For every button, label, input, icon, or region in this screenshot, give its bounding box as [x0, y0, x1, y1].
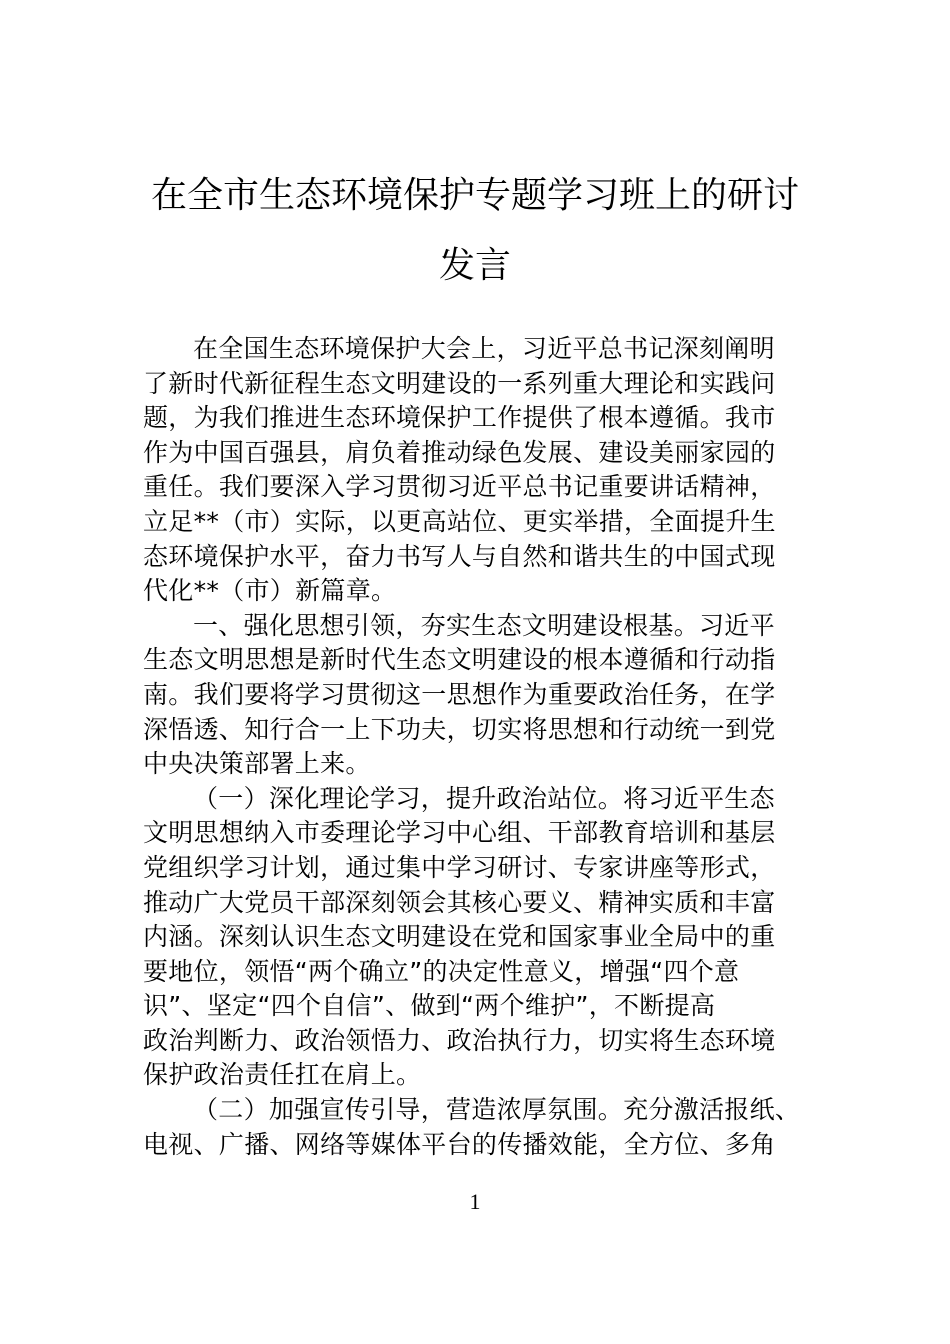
section-heading-line: 一、强化思想引领，夯实生态文明建设根基。习近平 [193, 610, 775, 640]
body-line: 了新时代新征程生态文明建设的一系列重大理论和实践问 [143, 368, 776, 398]
body-line: 电视、广播、网络等媒体平台的传播效能，全方位、多角 [143, 1129, 776, 1159]
page-number: 1 [469, 1189, 481, 1214]
body-line: 态环境保护水平，奋力书写人与自然和谐共生的中国式现 [143, 541, 776, 571]
subsection-heading-line: （二）加强宣传引导，营造浓厚氛围。充分激活报纸、 [193, 1095, 801, 1125]
body-line: 推动广大党员干部深刻领会其核心要义、精神实质和丰富 [143, 887, 776, 917]
body-line: 作为中国百强县，肩负着推动绿色发展、建设美丽家园的 [143, 437, 776, 467]
body-line: 要地位，领悟“两个确立”的决定性意义，增强“四个意 [143, 956, 740, 986]
body-line: 南。我们要将学习贯彻这一思想作为重要政治任务，在学 [143, 679, 776, 709]
body-line: 重任。我们要深入学习贯彻习近平总书记重要讲话精神， [143, 472, 776, 502]
body-line: 内涵。深刻认识生态文明建设在党和国家事业全局中的重 [143, 922, 776, 952]
body-line: 政治判断力、政治领悟力、政治执行力，切实将生态环境 [143, 1025, 776, 1055]
body-line: 党组织学习计划，通过集中学习研讨、专家讲座等形式， [143, 852, 776, 882]
document-title-line-1: 在全市生态环境保护专题学习班上的研讨 [150, 175, 799, 216]
body-line: 中央决策部署上来。 [143, 749, 371, 779]
document-body [143, 332, 823, 1162]
body-line: 立足**（市）实际，以更高站位、更实举措，全面提升生 [143, 506, 776, 536]
body-line: 深悟透、知行合一上下功夫，切实将思想和行动统一到党 [143, 714, 776, 744]
subsection-heading-line: （一）深化理论学习，提升政治站位。将习近平生态 [193, 783, 775, 813]
body-line: 题，为我们推进生态环境保护工作提供了根本遵循。我市 [143, 403, 776, 433]
body-line: 在全国生态环境保护大会上，习近平总书记深刻阐明 [193, 334, 775, 363]
body-line: 保护政治责任扛在肩上。 [143, 1060, 422, 1090]
body-line: 文明思想纳入市委理论学习中心组、干部教育培训和基层 [143, 818, 776, 848]
body-line: 生态文明思想是新时代生态文明建设的根本遵循和行动指 [143, 645, 776, 675]
document-title-line-2: 发言 [438, 245, 511, 286]
body-line: 识”、坚定“四个自信”、做到“两个维护”，不断提高 [143, 991, 716, 1021]
body-line: 代化**（市）新篇章。 [143, 576, 397, 606]
